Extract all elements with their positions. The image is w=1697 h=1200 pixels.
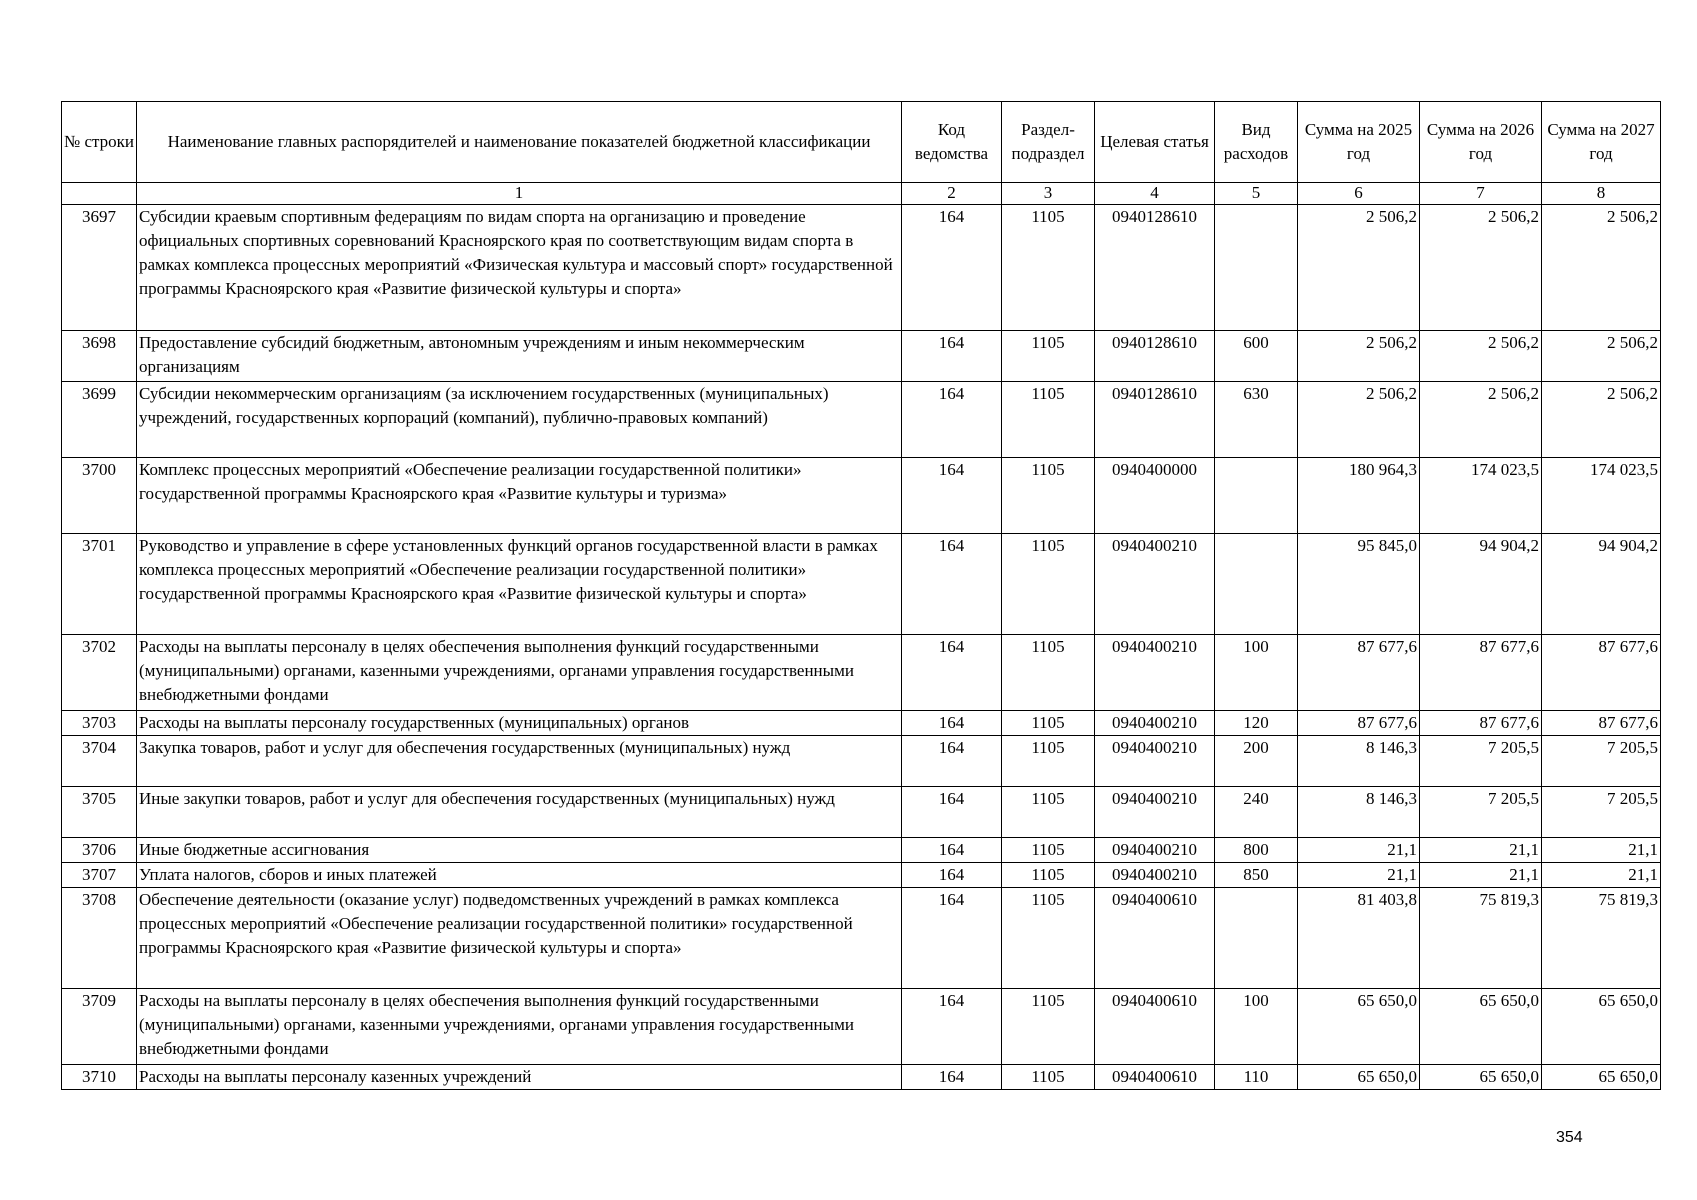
header-name: Наименование главных распорядителей и наименование показателей бюджетной классификации (137, 102, 902, 183)
row-sum-2026: 21,1 (1420, 863, 1542, 888)
row-dept-code: 164 (902, 534, 1002, 635)
column-number (62, 183, 137, 205)
row-target: 0940128610 (1095, 331, 1215, 382)
table-row (62, 838, 1661, 863)
row-name: Иные закупки товаров, работ и услуг для обеспечения государственных (муниципальных) нужд (137, 787, 902, 838)
row-sum-2025: 2 506,2 (1298, 205, 1420, 331)
row-target: 0940400610 (1095, 888, 1215, 989)
row-number: 3701 (62, 534, 137, 635)
row-expense-type: 850 (1215, 863, 1298, 888)
row-dept-code: 164 (902, 838, 1002, 863)
row-sum-2025: 21,1 (1298, 863, 1420, 888)
column-number: 3 (1002, 183, 1095, 205)
row-section: 1105 (1002, 838, 1095, 863)
row-sum-2026: 87 677,6 (1420, 711, 1542, 736)
header-row (62, 102, 1661, 183)
row-sum-2027: 174 023,5 (1542, 458, 1661, 534)
row-number: 3702 (62, 635, 137, 711)
row-sum-2026: 65 650,0 (1420, 1065, 1542, 1090)
row-target: 0940128610 (1095, 205, 1215, 331)
row-expense-type: 600 (1215, 331, 1298, 382)
row-number: 3710 (62, 1065, 137, 1090)
table-row (62, 711, 1661, 736)
row-dept-code: 164 (902, 711, 1002, 736)
row-expense-type: 800 (1215, 838, 1298, 863)
row-section: 1105 (1002, 787, 1095, 838)
row-sum-2027: 65 650,0 (1542, 1065, 1661, 1090)
row-sum-2026: 21,1 (1420, 838, 1542, 863)
row-dept-code: 164 (902, 787, 1002, 838)
row-section: 1105 (1002, 711, 1095, 736)
row-target: 0940400210 (1095, 838, 1215, 863)
row-target: 0940400610 (1095, 1065, 1215, 1090)
row-name: Комплекс процессных мероприятий «Обеспечение реализации государственной политики» государственной программы Красноярского края «Развитие культуры и туризма» (137, 458, 902, 534)
header-sum-2027: Сумма на 2027 год (1542, 102, 1661, 183)
column-number: 8 (1542, 183, 1661, 205)
row-sum-2025: 2 506,2 (1298, 331, 1420, 382)
row-expense-type: 200 (1215, 736, 1298, 787)
row-sum-2025: 8 146,3 (1298, 736, 1420, 787)
table-row (62, 787, 1661, 838)
row-expense-type (1215, 205, 1298, 331)
row-sum-2025: 21,1 (1298, 838, 1420, 863)
row-target: 0940400210 (1095, 736, 1215, 787)
column-number: 1 (137, 183, 902, 205)
row-sum-2027: 65 650,0 (1542, 989, 1661, 1065)
row-name: Предоставление субсидий бюджетным, автономным учреждениям и иным некоммерческим организациям (137, 331, 902, 382)
row-dept-code: 164 (902, 382, 1002, 458)
row-sum-2027: 21,1 (1542, 838, 1661, 863)
header-section: Раздел-подраздел (1002, 102, 1095, 183)
row-name: Расходы на выплаты персоналу в целях обеспечения выполнения функций государственными (муниципальными) органами, казенными учреждениями, органами управления государственными внебюджетными фондами (137, 635, 902, 711)
row-section: 1105 (1002, 382, 1095, 458)
row-target: 0940128610 (1095, 382, 1215, 458)
row-section: 1105 (1002, 1065, 1095, 1090)
row-dept-code: 164 (902, 736, 1002, 787)
row-expense-type: 240 (1215, 787, 1298, 838)
row-name: Уплата налогов, сборов и иных платежей (137, 863, 902, 888)
row-name: Расходы на выплаты персоналу казенных учреждений (137, 1065, 902, 1090)
row-sum-2026: 75 819,3 (1420, 888, 1542, 989)
row-number: 3698 (62, 331, 137, 382)
row-name: Иные бюджетные ассигнования (137, 838, 902, 863)
table-row (62, 458, 1661, 534)
row-target: 0940400210 (1095, 863, 1215, 888)
row-sum-2027: 7 205,5 (1542, 787, 1661, 838)
row-name: Субсидии краевым спортивным федерациям по видам спорта на организацию и проведение официальных спортивных соревнований Красноярского края по соответствующим видам спорта в рамках комплекса процессных мероприятий «Физическая культура и массовый спорт» государственной программы Красноярского края «Развитие физической культуры и спорта» (137, 205, 902, 331)
row-expense-type (1215, 534, 1298, 635)
row-sum-2026: 65 650,0 (1420, 989, 1542, 1065)
row-section: 1105 (1002, 863, 1095, 888)
table-row (62, 205, 1661, 331)
row-sum-2026: 7 205,5 (1420, 787, 1542, 838)
row-name: Расходы на выплаты персоналу государственных (муниципальных) органов (137, 711, 902, 736)
row-section: 1105 (1002, 888, 1095, 989)
header-row-number: № строки (62, 102, 137, 183)
row-expense-type (1215, 888, 1298, 989)
row-dept-code: 164 (902, 458, 1002, 534)
row-name: Руководство и управление в сфере установленных функций органов государственной власти в рамках комплекса процессных мероприятий «Обеспечение реализации государственной политики» государственной программы Красноярского края «Развитие физической культуры и спорта» (137, 534, 902, 635)
table-row (62, 382, 1661, 458)
row-dept-code: 164 (902, 888, 1002, 989)
header-target: Целевая статья (1095, 102, 1215, 183)
row-sum-2027: 21,1 (1542, 863, 1661, 888)
row-sum-2027: 2 506,2 (1542, 331, 1661, 382)
row-sum-2025: 65 650,0 (1298, 1065, 1420, 1090)
row-sum-2025: 8 146,3 (1298, 787, 1420, 838)
row-dept-code: 164 (902, 989, 1002, 1065)
row-sum-2025: 180 964,3 (1298, 458, 1420, 534)
header-expense-type: Вид расходов (1215, 102, 1298, 183)
row-number: 3700 (62, 458, 137, 534)
table-row (62, 1065, 1661, 1090)
row-number: 3697 (62, 205, 137, 331)
row-section: 1105 (1002, 458, 1095, 534)
row-sum-2027: 7 205,5 (1542, 736, 1661, 787)
row-target: 0940400210 (1095, 787, 1215, 838)
row-sum-2026: 87 677,6 (1420, 635, 1542, 711)
row-name: Обеспечение деятельности (оказание услуг) подведомственных учреждений в рамках комплекса процессных мероприятий «Обеспечение реализации государственной политики» государственной программы Красноярского края «Развитие физической культуры и спорта» (137, 888, 902, 989)
row-target: 0940400210 (1095, 534, 1215, 635)
column-number-row (62, 183, 1661, 205)
row-sum-2026: 2 506,2 (1420, 331, 1542, 382)
row-sum-2025: 95 845,0 (1298, 534, 1420, 635)
row-number: 3704 (62, 736, 137, 787)
row-expense-type: 100 (1215, 989, 1298, 1065)
row-expense-type: 110 (1215, 1065, 1298, 1090)
table-row (62, 331, 1661, 382)
row-expense-type: 630 (1215, 382, 1298, 458)
row-sum-2025: 65 650,0 (1298, 989, 1420, 1065)
row-sum-2026: 2 506,2 (1420, 205, 1542, 331)
row-dept-code: 164 (902, 635, 1002, 711)
table-row (62, 989, 1661, 1065)
header-sum-2025: Сумма на 2025 год (1298, 102, 1420, 183)
row-sum-2026: 94 904,2 (1420, 534, 1542, 635)
row-sum-2027: 87 677,6 (1542, 635, 1661, 711)
row-sum-2026: 2 506,2 (1420, 382, 1542, 458)
row-section: 1105 (1002, 331, 1095, 382)
table-row (62, 888, 1661, 989)
row-name: Расходы на выплаты персоналу в целях обеспечения выполнения функций государственными (муниципальными) органами, казенными учреждениями, органами управления государственными внебюджетными фондами (137, 989, 902, 1065)
row-sum-2027: 87 677,6 (1542, 711, 1661, 736)
row-number: 3709 (62, 989, 137, 1065)
row-number: 3699 (62, 382, 137, 458)
row-target: 0940400000 (1095, 458, 1215, 534)
row-section: 1105 (1002, 989, 1095, 1065)
row-sum-2026: 7 205,5 (1420, 736, 1542, 787)
table-row (62, 863, 1661, 888)
row-name: Субсидии некоммерческим организациям (за исключением государственных (муниципальных) учреждений, государственных корпораций (компаний), публично-правовых компаний) (137, 382, 902, 458)
table-row (62, 635, 1661, 711)
row-number: 3708 (62, 888, 137, 989)
header-sum-2026: Сумма на 2026 год (1420, 102, 1542, 183)
row-sum-2025: 81 403,8 (1298, 888, 1420, 989)
budget-table (61, 101, 1661, 1090)
row-expense-type: 100 (1215, 635, 1298, 711)
row-sum-2025: 2 506,2 (1298, 382, 1420, 458)
row-dept-code: 164 (902, 331, 1002, 382)
table-row (62, 534, 1661, 635)
column-number: 4 (1095, 183, 1215, 205)
column-number: 2 (902, 183, 1002, 205)
row-sum-2027: 2 506,2 (1542, 382, 1661, 458)
row-target: 0940400210 (1095, 711, 1215, 736)
row-expense-type (1215, 458, 1298, 534)
row-number: 3706 (62, 838, 137, 863)
row-target: 0940400210 (1095, 635, 1215, 711)
row-target: 0940400610 (1095, 989, 1215, 1065)
row-dept-code: 164 (902, 205, 1002, 331)
row-number: 3707 (62, 863, 137, 888)
header-dept-code: Код ведомства (902, 102, 1002, 183)
column-number: 7 (1420, 183, 1542, 205)
row-number: 3703 (62, 711, 137, 736)
row-number: 3705 (62, 787, 137, 838)
row-dept-code: 164 (902, 1065, 1002, 1090)
row-expense-type: 120 (1215, 711, 1298, 736)
table-row (62, 736, 1661, 787)
row-sum-2026: 174 023,5 (1420, 458, 1542, 534)
row-sum-2025: 87 677,6 (1298, 711, 1420, 736)
row-sum-2027: 75 819,3 (1542, 888, 1661, 989)
row-sum-2027: 94 904,2 (1542, 534, 1661, 635)
row-section: 1105 (1002, 205, 1095, 331)
row-section: 1105 (1002, 736, 1095, 787)
row-dept-code: 164 (902, 863, 1002, 888)
column-number: 5 (1215, 183, 1298, 205)
row-sum-2025: 87 677,6 (1298, 635, 1420, 711)
row-sum-2027: 2 506,2 (1542, 205, 1661, 331)
page-number: 354 (1556, 1129, 1583, 1146)
row-section: 1105 (1002, 635, 1095, 711)
row-name: Закупка товаров, работ и услуг для обеспечения государственных (муниципальных) нужд (137, 736, 902, 787)
column-number: 6 (1298, 183, 1420, 205)
row-section: 1105 (1002, 534, 1095, 635)
